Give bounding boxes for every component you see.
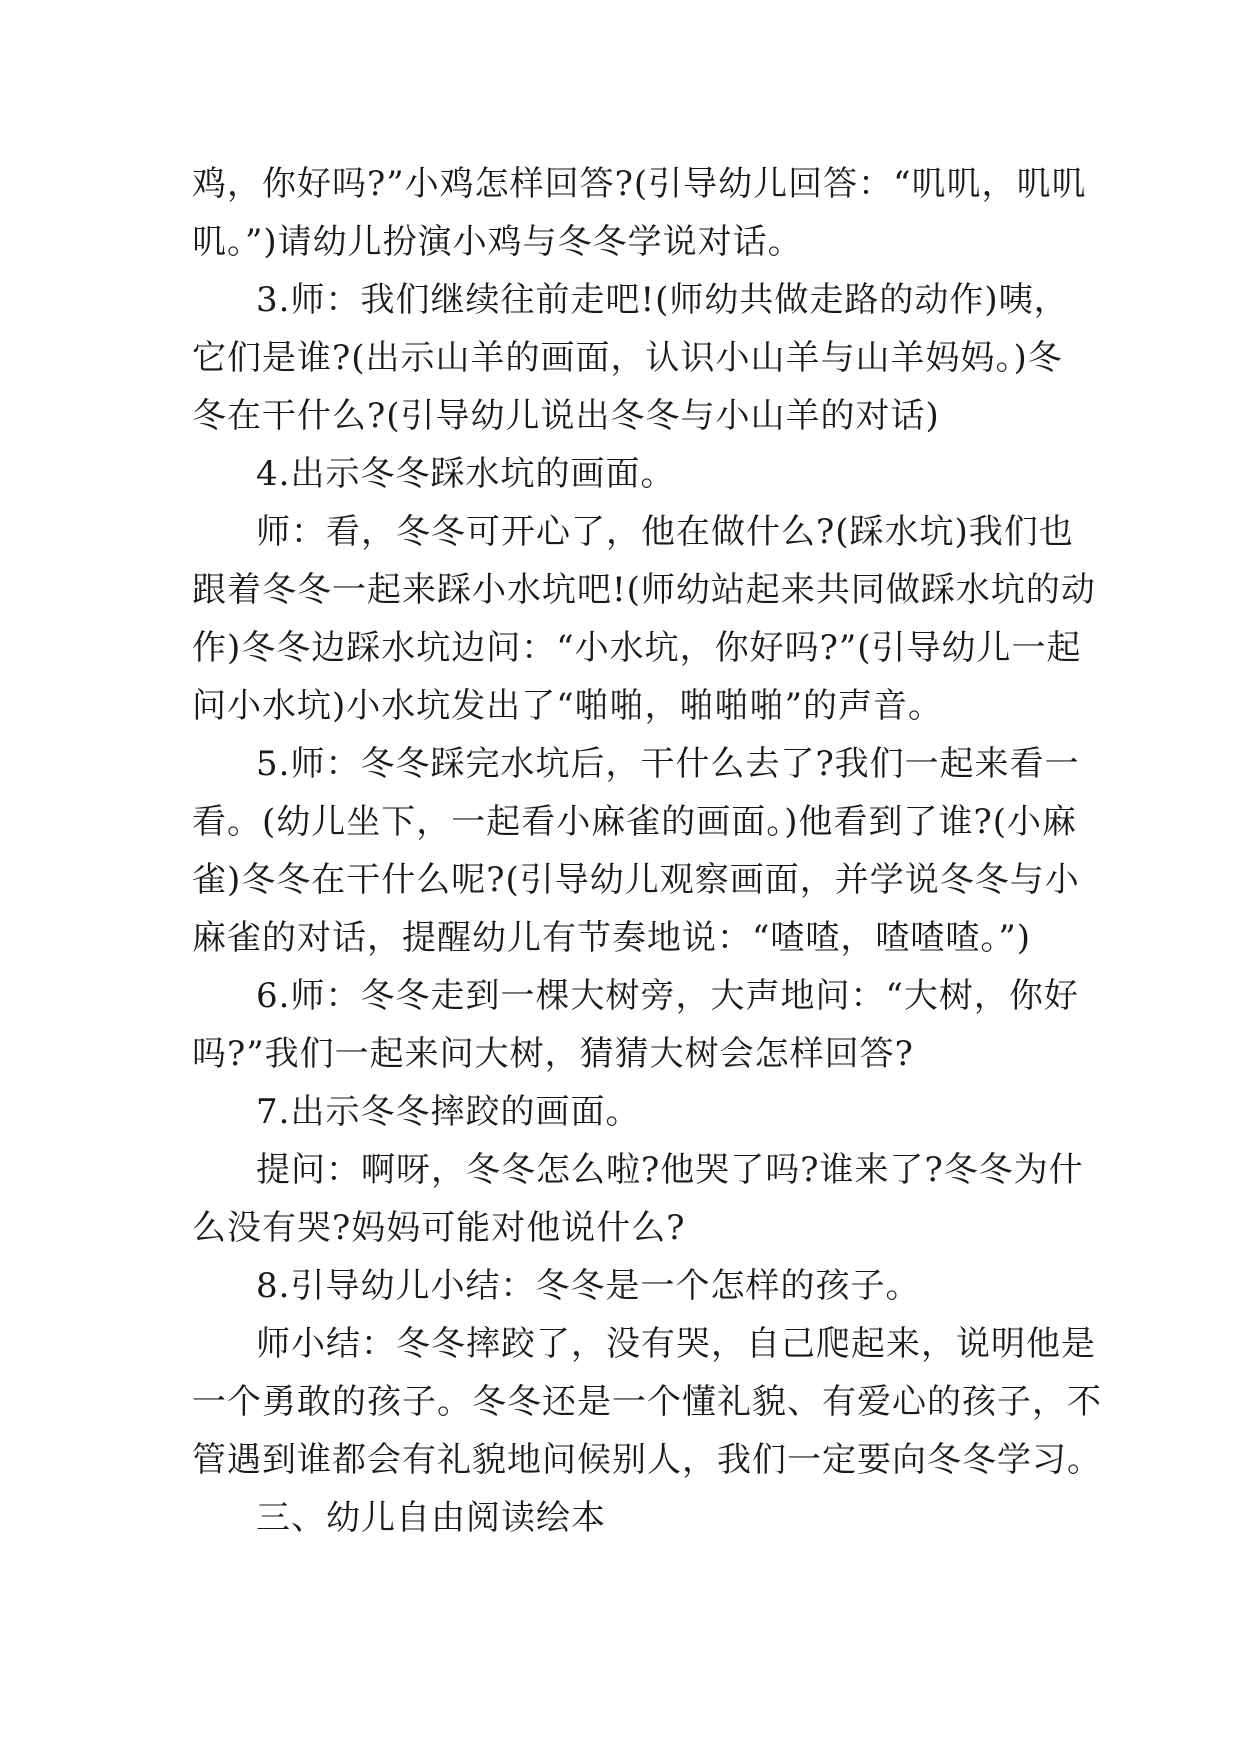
text-line: 作)冬冬边踩水坑边问：“小水坑，你好吗?”(引导幼儿一起 — [192, 628, 1082, 668]
section-heading: 三、幼儿自由阅读绘本 — [256, 1498, 606, 1538]
text-line: 6.师：冬冬走到一棵大树旁，大声地问：“大树，你好 — [256, 976, 1079, 1016]
text-line: 它们是谁?(出示山羊的画面，认识小山羊与山羊妈妈。)冬 — [192, 338, 1063, 378]
text-line: 管遇到谁都会有礼貌地问候别人，我们一定要向冬冬学习。 — [192, 1440, 1102, 1480]
text-line: 7.出示冬冬摔跤的画面。 — [256, 1092, 641, 1132]
text-line: 师小结：冬冬摔跤了，没有哭，自己爬起来，说明他是 — [256, 1324, 1096, 1364]
text-line: 么没有哭?妈妈可能对他说什么? — [192, 1208, 686, 1248]
text-line: 师：看，冬冬可开心了，他在做什么?(踩水坑)我们也 — [256, 512, 1074, 552]
text-line: 鸡，你好吗?”小鸡怎样回答?(引导幼儿回答：“叽叽，叽叽 — [192, 164, 1087, 204]
text-line: 吗?”我们一起来问大树，猜猜大树会怎样回答? — [192, 1034, 914, 1074]
text-line: 问小水坑)小水坑发出了“啪啪，啪啪啪”的声音。 — [192, 686, 944, 726]
text-line: 5.师：冬冬踩完水坑后，干什么去了?我们一起来看一 — [256, 744, 1080, 784]
text-line: 冬在干什么?(引导幼儿说出冬冬与小山羊的对话) — [192, 396, 940, 436]
text-line: 看。(幼儿坐下，一起看小麻雀的画面。)他看到了谁?(小麻 — [192, 802, 1078, 842]
text-line: 提问：啊呀，冬冬怎么啦?他哭了吗?谁来了?冬冬为什 — [256, 1150, 1084, 1190]
text-line: 雀)冬冬在干什么呢?(引导幼儿观察画面，并学说冬冬与小 — [192, 860, 1080, 900]
text-line: 3.师：我们继续往前走吧!(师幼共做走路的动作)咦， — [256, 280, 1069, 320]
text-line: 麻雀的对话，提醒幼儿有节奏地说：“喳喳，喳喳喳。”) — [192, 918, 1032, 958]
text-line: 跟着冬冬一起来踩小水坑吧!(师幼站起来共同做踩水坑的动 — [192, 570, 1096, 610]
text-line: 4.出示冬冬踩水坑的画面。 — [256, 454, 676, 494]
text-line: 8.引导幼儿小结：冬冬是一个怎样的孩子。 — [256, 1266, 921, 1306]
text-line: 一个勇敢的孩子。冬冬还是一个懂礼貌、有爱心的孩子，不 — [192, 1382, 1102, 1422]
text-line: 叽。”)请幼儿扮演小鸡与冬冬学说对话。 — [192, 222, 803, 262]
